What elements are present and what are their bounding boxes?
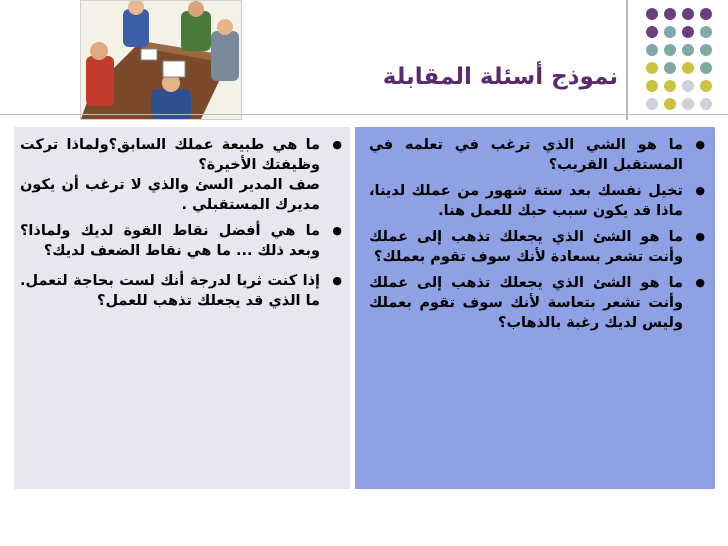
dot	[664, 8, 676, 20]
dot	[646, 80, 658, 92]
dot	[664, 26, 676, 38]
dot	[700, 80, 712, 92]
right-question-list	[369, 135, 705, 339]
dot	[682, 80, 694, 92]
right-question-panel	[355, 127, 715, 489]
dot	[700, 62, 712, 74]
title-divider-vertical	[626, 0, 628, 120]
left-question-panel	[14, 127, 350, 489]
question-item: ● ما هو الشئ الذي يجعلك تذهب إلى عملك وأنت تشعر بتعاسة لأنك سوف تقوم بعملك وليس لديك رغبة بالذهاب؟	[369, 273, 705, 333]
question-item: ● إذا كنت ثريا لدرجة أنك لست بحاجة لتعمل. ما الذي قد يجعلك تذهب للعمل؟	[20, 271, 342, 311]
dot	[700, 26, 712, 38]
question-item: صف المدير السئ والذي لا ترغب أن يكون مديرك المستقبلي .	[20, 177, 320, 213]
dot	[700, 44, 712, 56]
question-item: ● ما هو الشئ الذي يجعلك تذهب إلى عملك وأنت تشعر بسعادة لأنك سوف تقوم بعملك؟	[369, 227, 705, 267]
question-item: ● ما هو الشي الذي ترغب في تعلمه في المستقبل القريب؟	[369, 135, 705, 175]
left-question-list	[20, 135, 342, 317]
dot	[682, 44, 694, 56]
question-item: ● تخيل نفسك بعد ستة شهور من عملك لدينا، ماذا قد يكون سبب حبك للعمل هنا.	[369, 181, 705, 221]
decorative-dots	[642, 8, 722, 108]
question-item: ● ما هي أفضل نقاط القوة لديك ولماذا؟ وبعد ذلك ... ما هي نقاط الضعف لديك؟	[20, 221, 342, 261]
meeting-clipart	[80, 0, 242, 120]
dot	[646, 26, 658, 38]
dot	[700, 8, 712, 20]
dot	[664, 98, 676, 110]
dot	[646, 44, 658, 56]
title-divider-horizontal	[0, 114, 728, 115]
dot	[682, 98, 694, 110]
dot	[700, 98, 712, 110]
question-item: ● ما هي طبيعة عملك السابق؟ولماذا تركت وظيفتك الأخيرة؟	[20, 135, 342, 175]
dot	[664, 44, 676, 56]
dot	[682, 62, 694, 74]
dot	[682, 8, 694, 20]
dot	[646, 98, 658, 110]
dot	[664, 80, 676, 92]
dot	[646, 8, 658, 20]
dot	[682, 26, 694, 38]
dot	[646, 62, 658, 74]
dot	[664, 62, 676, 74]
slide-title: نموذج أسئلة المقابلة	[382, 64, 618, 90]
